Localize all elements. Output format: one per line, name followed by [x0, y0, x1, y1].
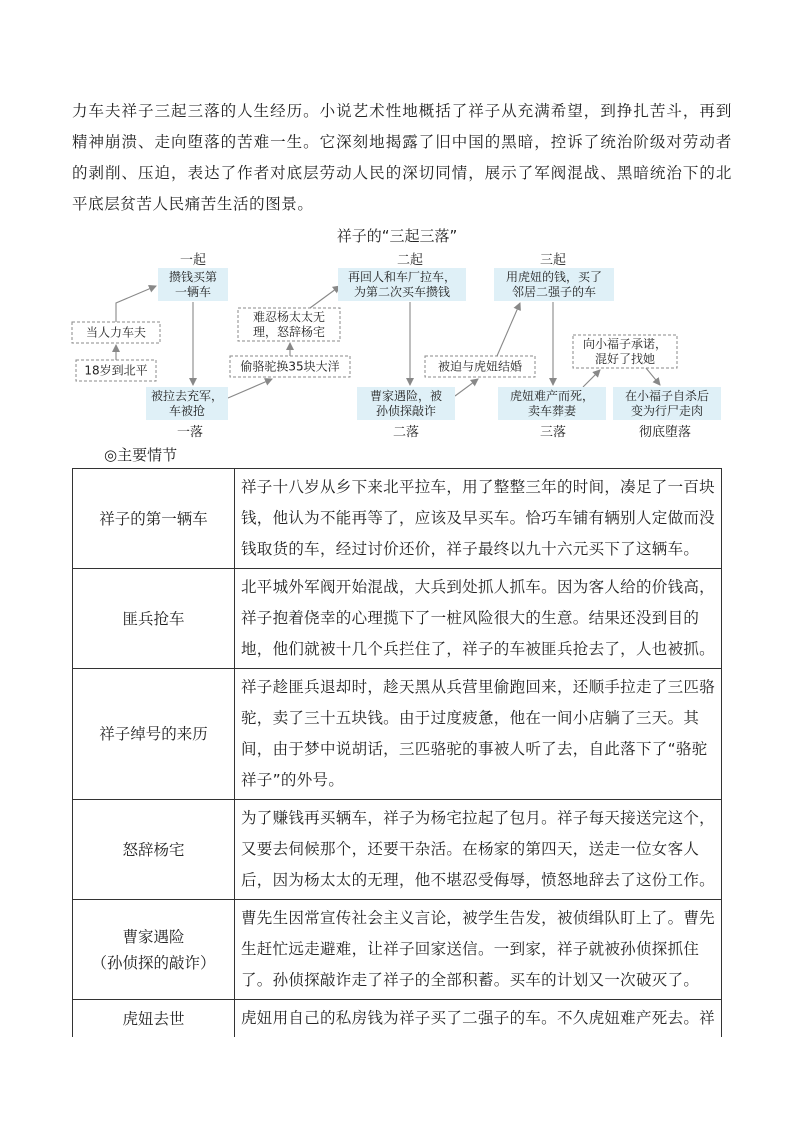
- note-marry-huniu-line-1: 被迫与虎妞结婚: [437, 359, 523, 374]
- rise-label-1: 一起: [179, 253, 207, 268]
- fall-label-3: 三落: [539, 425, 567, 440]
- table-row: [73, 669, 722, 800]
- plot-description-line: 地，他们就被十几个兵拦住了，祥子的车被匪兵抢去了，人也被抓。: [240, 640, 715, 658]
- table-row: [73, 900, 722, 1000]
- plot-description-line: 祥子趁匪兵退却时，趁天黑从兵营里偷跑回来，还顺手拉走了三匹骆: [240, 678, 715, 696]
- plot-name: 曹家遇险: [122, 927, 185, 946]
- box-fall-2-line-1: 曹家遇险，被: [369, 389, 443, 403]
- plot-description-line: 又要去伺候那个，还要干杂活。在杨家的第四天，送走一位女客人: [240, 840, 700, 858]
- arrow-fall1-to-camels: [228, 379, 272, 398]
- plot-description-line: 曹先生因常宣传社会主义言论，被学生告发，被侦缉队盯上了。曹先: [240, 909, 715, 927]
- note-to-beiping-line-1: 18岁到北平: [84, 363, 148, 378]
- plot-description-line: 北平城外军阀开始混战，大兵到处抓人抓车。因为客人给的价钱高，: [240, 578, 715, 596]
- arrow-huniu-to-rise3: [497, 303, 520, 356]
- plot-name-cell: [73, 569, 235, 669]
- plot-description-line: 后，因为杨太太的无理，他不堪忍受侮辱，愤怒地辞去了这份工作。: [240, 871, 715, 889]
- note-rickshaw-puller-line-1: 当人力车夫: [85, 325, 147, 340]
- plot-description-line: 钱取货的车，经过讨价还价，祥子最终以九十六元买下了这辆车。: [240, 540, 700, 558]
- section-heading: ◎主要情节: [104, 446, 178, 464]
- box-rise-1-line-2: 一辆车: [174, 285, 212, 299]
- plot-description-line: 了。孙侦探敲诈走了祥子的全部积蓄。买车的计划又一次破灭了。: [240, 971, 700, 989]
- plot-description-cell: [234, 569, 721, 669]
- intro-text: 力车夫祥子三起三落的人生经历。小说艺术性地概括了祥子从充满希望，到挣扎苦斗，再到精神崩溃、走向堕落的苦难一生。它深刻地揭露了旧中国的黑暗，控诉了统治阶级对劳动者的剥削、压迫，表达了作者对底层劳动人民的深切同情，展示了军阀混战、黑暗统治下的北平底层贫苦人民痛苦生活的图景。: [72, 102, 732, 213]
- plot-description-line: 为了赚钱再买辆车，祥子为杨宅拉起了包月。祥子每天接送完这个，: [240, 809, 715, 827]
- fall-label-final: 彻底堕落: [638, 425, 692, 440]
- note-quit-yang-line-2: 理，怒辞杨宅: [252, 325, 326, 339]
- plot-name: 祥子绰号的来历: [99, 725, 208, 743]
- rise-label-3: 三起: [539, 253, 567, 268]
- note-quit-yang-line-1: 难忍杨太太无: [252, 310, 326, 324]
- arrow-fall2-to-huniu: [455, 379, 478, 396]
- box-fall-2-line-2: 孙侦探敲诈: [375, 404, 437, 418]
- arrow-fuzi-to-final: [646, 368, 660, 385]
- rise-label-2: 二起: [396, 253, 424, 268]
- box-fall-3-line-1: 虎妞难产而死，: [509, 389, 595, 403]
- note-promise-fuzi-line-2: 混好了找她: [594, 352, 656, 366]
- plot-name-cell: [73, 1000, 235, 1038]
- arrow-puller-to-rise1: [116, 286, 156, 322]
- fall-label-2: 二落: [392, 425, 420, 440]
- plot-name: 怒辞杨宅: [122, 840, 185, 859]
- box-fall-3-line-2: 卖车葬妻: [527, 404, 577, 418]
- plot-name: 虎妞去世: [122, 1009, 185, 1028]
- table-row: [73, 1000, 722, 1038]
- box-final-fall-line-1: 在小福子自杀后: [624, 389, 710, 403]
- plot-description-line: 生赶忙远走避难，让祥子回家送信。一到家，祥子就被孙侦探抓住: [240, 940, 700, 958]
- note-camels-line-1: 偷骆驼换35块大洋: [240, 359, 340, 374]
- box-rise-2-line-1: 再回人和车厂拉车，: [347, 270, 457, 284]
- plot-name: 匪兵抢车: [122, 609, 185, 628]
- box-rise-2-line-2: 为第二次买车攒钱: [353, 285, 451, 299]
- table-row: [73, 569, 722, 669]
- plot-description-line: 祥子”的外号。: [240, 771, 345, 789]
- plot-name-cell: [73, 900, 235, 1000]
- plot-description-line: 虎妞用自己的私房钱为祥子买了二强子的车。不久虎妞难产死去。祥: [240, 1009, 715, 1027]
- plot-description-cell: [234, 900, 721, 1000]
- arrow-yang-to-rise2: [310, 286, 340, 308]
- three-rises-three-falls-diagram: [0, 222, 794, 444]
- box-final-fall-line-2: 变为行尸走肉: [630, 404, 704, 418]
- plot-description-cell: [234, 800, 721, 900]
- box-fall-1-line-1: 被拉去充军，: [150, 389, 224, 403]
- box-rise-3-line-1: 用虎妞的钱，买了: [505, 270, 603, 284]
- fall-label-1: 一落: [176, 425, 204, 440]
- plot-name-cell: [73, 800, 235, 900]
- plot-name: 祥子的第一辆车: [99, 509, 208, 528]
- note-promise-fuzi-line-1: 向小福子承诺，: [582, 337, 668, 351]
- plot-description-cell: [234, 1000, 721, 1038]
- plot-description-line: 驼，卖了三十五块钱。由于过度疲惫，他在一间小店躺了三天。其: [240, 709, 700, 727]
- plot-description-cell: [234, 469, 721, 569]
- plot-name: （孙侦探的敲诈）: [91, 953, 216, 972]
- plot-description-line: 钱，他认为不能再等了，应该及早买车。恰巧车铺有辆别人定做而没: [240, 509, 715, 527]
- table-row: [73, 469, 722, 569]
- box-rise-3-line-2: 邻居二强子的车: [511, 285, 597, 299]
- box-rise-1-line-1: 攒钱买第: [168, 270, 218, 284]
- box-fall-1-line-2: 车被抢: [168, 404, 206, 418]
- arrow-fall3-to-fuzi: [583, 370, 600, 387]
- plot-description-line: 祥子十八岁从乡下来北平拉车，用了整整三年的时间，凑足了一百块: [240, 478, 715, 496]
- plot-description-cell: [234, 669, 721, 800]
- plot-name-cell: [73, 669, 235, 800]
- plot-name-cell: [73, 469, 235, 569]
- intro-paragraph: [72, 96, 732, 220]
- plot-description-line: 间，由于梦中说胡话，三匹骆驼的事被人听了去，自此落下了“骆驼: [240, 740, 708, 758]
- diagram-title: 祥子的“三起三落”: [336, 227, 458, 245]
- plot-table: [72, 468, 722, 1037]
- table-row: [73, 800, 722, 900]
- plot-description-line: 祥子抱着侥幸的心理揽下了一桩风险很大的生意。结果还没到目的: [240, 609, 700, 627]
